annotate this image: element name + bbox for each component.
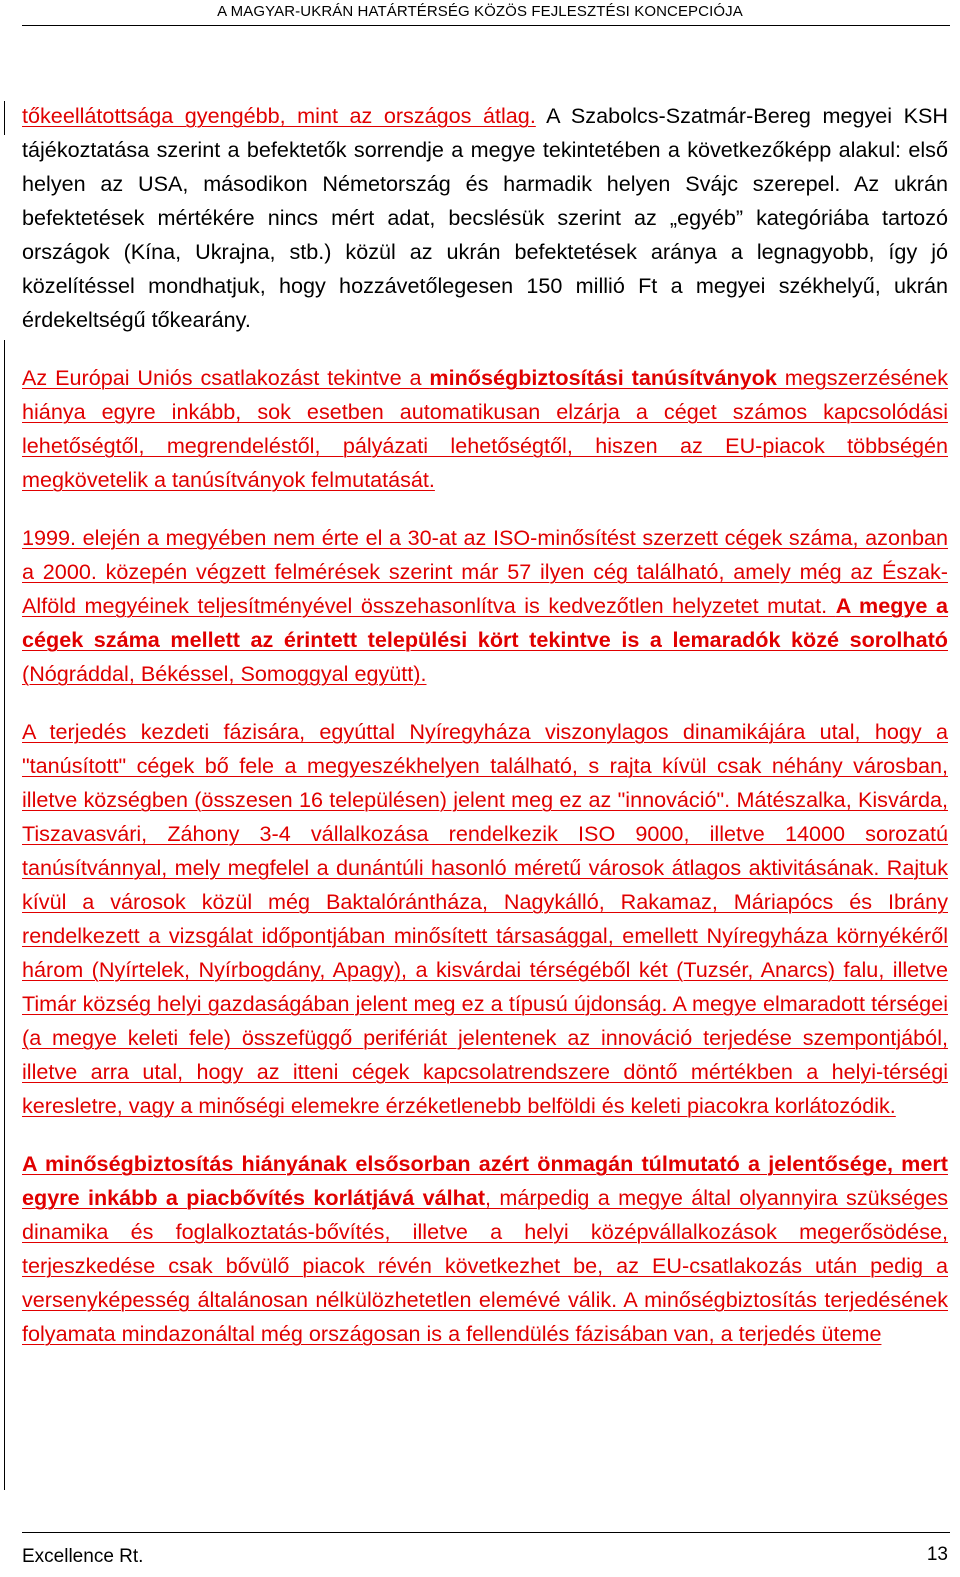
header-rule xyxy=(22,25,950,26)
change-bar xyxy=(4,340,5,1490)
text-segment: (Nógráddal, Békéssel, Somoggyal együtt). xyxy=(22,661,427,686)
paragraph xyxy=(22,521,948,691)
paragraph xyxy=(22,361,948,497)
text-segment: A megye a cégek száma mellett az érintett települési kört tekintve is a lemaradók közé sorolható xyxy=(22,593,948,652)
text-segment: , márpedig a megye által olyannyira szükséges dinamika és foglalkoztatás-bővítés, illetve a helyi középvállalkozások megerősödése, terjeszkedése csak bővülő piacok révén következhet be, az EU-csatlakozás után pedig a versenyképesség általánosan nélkülözhetetlen elemévé válik. A minőségbiztosítás terjedésének folyamata mindazonáltal még országosan is a fellendülés fázisában van, a terjedés üteme xyxy=(22,1185,949,1346)
text-segment: Az Európai Uniós csatlakozást tekintve a xyxy=(22,365,430,390)
page-number: 13 xyxy=(926,1544,948,1565)
paragraph xyxy=(22,1147,948,1351)
running-header: A MAGYAR-UKRÁN HATÁRTÉRSÉG KÖZÖS FEJLESZTÉSI KONCEPCIÓJA xyxy=(217,3,743,20)
text-segment: 1999. elején a megyében nem érte el a 30-at az ISO-minősítést szerzett cégek száma, azonban a 2000. közepén végzett felmérések szerint már 57 ilyen cég található, amely még az Észak-Alföld megyéinek teljesítményével összehasonlítva is kedvezőtlen helyzetet mutat. xyxy=(22,525,948,618)
text-segment: A Szabolcs-Szatmár-Bereg megyei KSH tájékoztatása szerint a befektetők sorrendje a megye tekintetében a következőképp alakul: első helyen az USA, másodikon Németország és harmadik helyen Svájc szerepel. Az ukrán befektetések mértékére nincs mért adat, becslésük szerint az „egyéb” kategóriába tartozó országok (Kína, Ukrajna, stb.) közül az ukrán befektetések aránya a legnagyobb, így jó közelítéssel mondhatjuk, hogy hozzávetőlegesen 150 millió Ft a megyei székhelyű, ukrán érdekeltségű tőkearány. xyxy=(22,103,948,332)
change-bar xyxy=(4,101,5,135)
document-body xyxy=(22,99,948,1375)
text-segment: A minőségbiztosítás hiányának elsősorban azért önmagán túlmutató a jelentősége, mert egyre inkább a piacbővítés korlátjává válhat xyxy=(22,1151,948,1210)
text-segment: A terjedés kezdeti fázisára, egyúttal Nyíregyháza viszonylagos dinamikájára utal, hogy a "tanúsított" cégek bő fele a megyeszékhelyen található, s rajta kívül csak néhány városban, illetve községben (összesen 16 településen) jelent meg ez az "innováció". Mátészalka, Kisvárda, Tiszavasvári, Záhony 3-4 vállalkozása rendelkezik ISO 9000, illetve 14000 sorozatú tanúsítvánnyal, mely megfelel a dunántúli hasonló méretű városok átlagos aktivitásának. Rajtuk kívül a városok közül még Baktalórántháza, Nagykálló, Rakamaz, Máriapócs és Ibrány rendelkezett a vizsgálat időpontjában minősített társasággal, emellett Nyíregyháza környékéről három (Nyírtelek, Nyírbogdány, Apagy), a kisvárdai térségéből két (Tuzsér, Anarcs) falu, illetve Timár község helyi gazdaságában jelent meg ez a típusú újdonság. A megye elmaradott térségei (a megye keleti fele) összefüggő perifériát jelentenek az innováció terjedése szempontjából, illetve arra utal, hogy az itteni cégek kapcsolatrendszere döntő mértékben a helyi-térségi keresletre, vagy a minőségi elemekre érzéketlenebb belföldi és keleti piacokra korlátozódik. xyxy=(22,719,948,1118)
footer-rule xyxy=(22,1532,950,1533)
paragraph xyxy=(22,715,948,1123)
footer-company: Excellence Rt. xyxy=(22,1546,144,1567)
text-segment: tőkeellátottsága gyengébb, mint az országos átlag. xyxy=(22,103,536,128)
paragraph xyxy=(22,99,948,337)
text-segment: minőségbiztosítási tanúsítványok xyxy=(429,365,777,390)
text-segment: megszerzésének hiánya egyre inkább, sok esetben automatikusan elzárja a céget számos kapcsolódási lehetőségtől, megrendeléstől, pályázati lehetőségtől, hiszen az EU-piacok többségén megkövetelik a tanúsítványok felmutatását. xyxy=(22,365,948,492)
